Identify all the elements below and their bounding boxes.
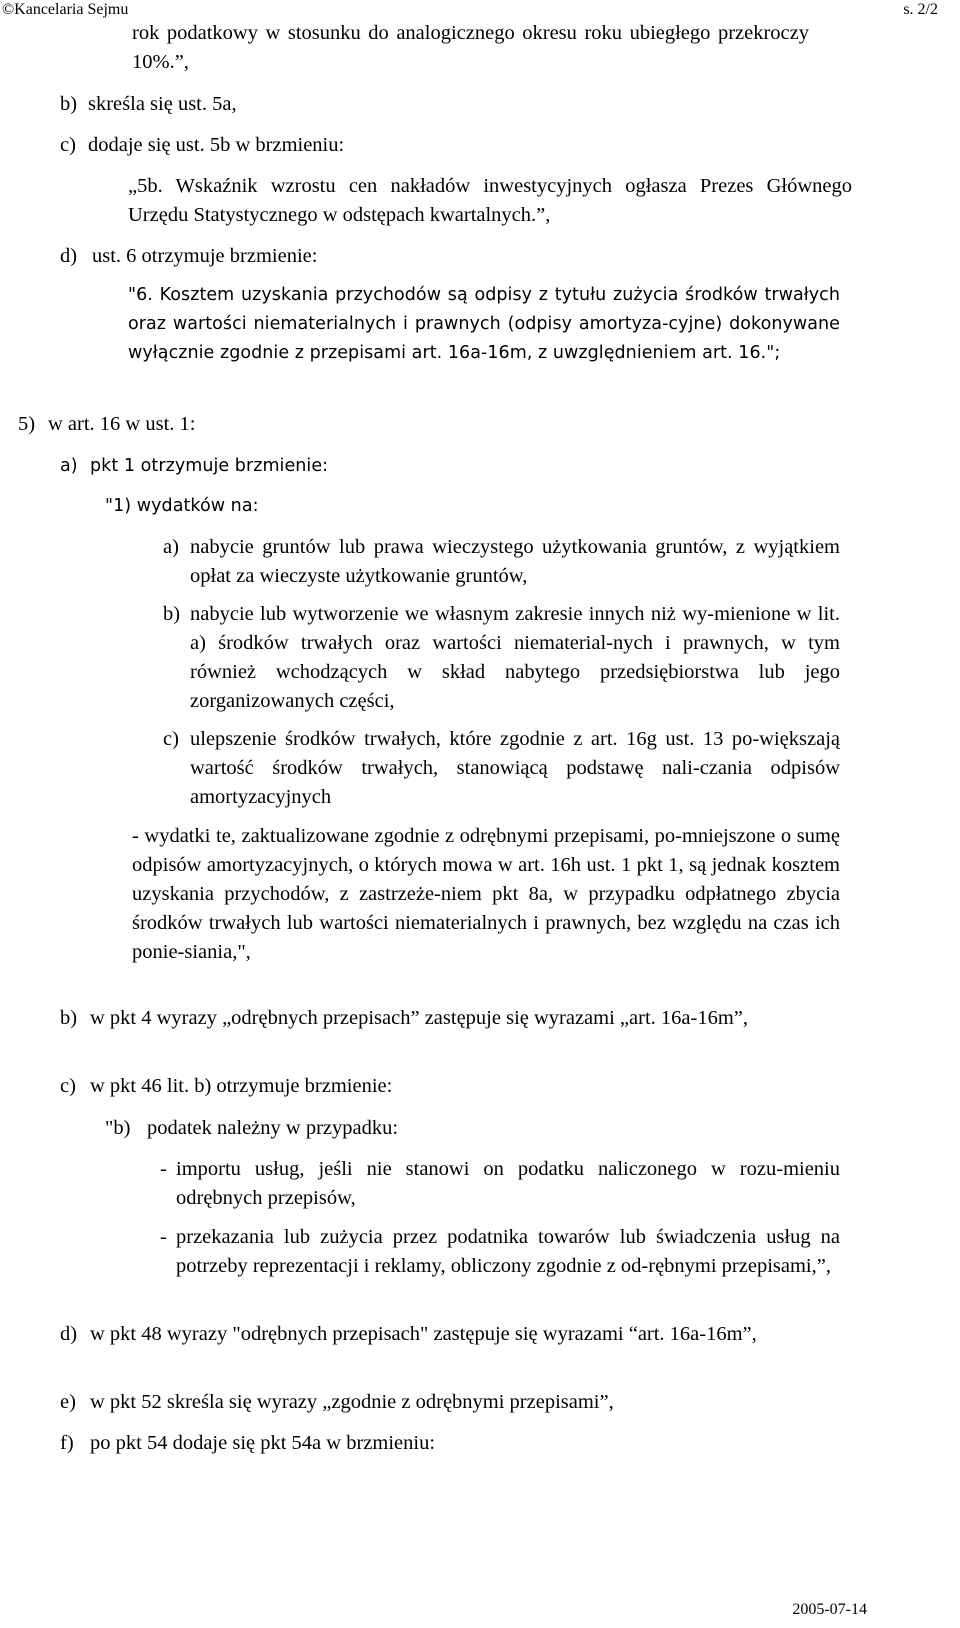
item-c2-text: w pkt 46 lit. b) otrzymuje brzmienie: xyxy=(90,1075,393,1097)
item-d-text: ust. 6 otrzymuje brzmienie: xyxy=(92,245,318,267)
point-5-text: w art. 16 w ust. 1: xyxy=(48,413,196,435)
item-e2-text: w pkt 52 skreśla się wyrazy „zgodnie z odrębnymi przepisami”, xyxy=(90,1391,614,1413)
item-b-text: skreśla się ust. 5a, xyxy=(88,93,237,115)
item-d2-text: w pkt 48 wyrazy "odrębnych przepisach" zastępuje się wyrazami “art. 16a-16m”, xyxy=(90,1323,757,1345)
lit-a-text: nabycie gruntów lub prawa wieczystego użytkowania gruntów, z wyjątkiem opłat za wieczyste użytkowanie gruntów, xyxy=(190,536,840,587)
lit-b-label: b) xyxy=(163,603,181,625)
dash-2-text: przekazania lub zużycia przez podatnika towarów lub świadczenia usług na potrzeby reprezentacji i reklamy, obliczony zgodnie z od-rębnymi przepisami,”, xyxy=(176,1226,840,1277)
dash-1-label: - xyxy=(160,1158,167,1180)
paragraph-continuation: rok podatkowy w stosunku do analogicznego okresu roku ubiegłego przekroczy 10%.”, xyxy=(132,22,809,73)
item-f2-label: f) xyxy=(60,1432,74,1454)
item-c-text: dodaje się ust. 5b w brzmieniu: xyxy=(88,134,345,156)
lit-c-label: c) xyxy=(163,728,179,750)
item-c-label: c) xyxy=(60,134,76,156)
item-f2-text: po pkt 54 dodaje się pkt 54a w brzmieniu: xyxy=(90,1432,436,1454)
item-a-label: a) xyxy=(60,456,78,476)
item-c2-label: c) xyxy=(60,1075,76,1097)
header-page-number: s. 2/2 xyxy=(903,1,938,18)
item-d-label: d) xyxy=(60,245,78,267)
item-d2-label: d) xyxy=(60,1323,78,1345)
item-b2-text xyxy=(90,1004,840,1033)
item-e2-label: e) xyxy=(60,1391,76,1413)
item-b2-label: b) xyxy=(60,1007,78,1029)
lit-b-text: nabycie lub wytworzenie we własnym zakresie innych niż wy-mienione w lit. a) środków trwałych oraz wartości niematerial-nych i prawnych, w tym również wchodzących w skład nabytego przedsiębiorstwa lub jego zorganizowanych części, xyxy=(190,603,840,712)
paragraph-1: "1) wydatków na: xyxy=(105,496,259,516)
lit-b-quote-text: podatek należny w przypadku: xyxy=(147,1117,399,1139)
footer-date: 2005-07-14 xyxy=(792,1601,867,1618)
dash-1-text: importu usług, jeśli nie stanowi on podatku naliczonego w rozu-mieniu odrębnych przepisów, xyxy=(176,1158,840,1209)
lit-b-quote-label: "b) xyxy=(105,1117,131,1139)
header-source: ©Kancelaria Sejmu xyxy=(2,1,129,18)
item-b-label: b) xyxy=(60,93,78,115)
paragraph-6: "6. Kosztem uzyskania przychodów są odpisy z tytułu zużycia środków trwałych oraz wartości niematerialnych i prawnych (odpisy amortyza-cyjne) dokonywane wyłącznie zgodnie z przepisami art. 16a-16m, z uwzględnieniem art. 16."; xyxy=(128,285,840,363)
item-a-text: pkt 1 otrzymuje brzmienie: xyxy=(90,456,329,476)
lit-a-label: a) xyxy=(163,536,179,558)
point-5-label: 5) xyxy=(18,413,36,435)
paragraph-dash-expenses: - wydatki te, zaktualizowane zgodnie z odrębnymi przepisami, po-mniejszone o sumę odpisów amortyzacyjnych, o których mowa w art. 16h ust. 1 pkt 1, są jednak kosztem uzyskania przychodów, z zastrzeże-niem pkt 8a, w przypadku odpłatnego zbycia środków trwałych lub wartości niematerialnych i prawnych, bez względu na czas ich ponie-siania,", xyxy=(132,825,840,963)
dash-2-label: - xyxy=(160,1226,167,1248)
item-b2-content: w pkt 4 wyrazy „odrębnych przepisach” zastępuje się wyrazami „art. 16a-16m”, xyxy=(90,1007,748,1029)
paragraph-5b: „5b. Wskaźnik wzrostu cen nakładów inwestycyjnych ogłasza Prezes Głównego Urzędu Statystycznego w odstępach kwartalnych.”, xyxy=(128,175,852,226)
lit-c-text: ulepszenie środków trwałych, które zgodnie z art. 16g ust. 13 po-większają wartość środków trwałych, stanowiącą podstawę nali-czania odpisów amortyzacyjnych xyxy=(190,728,840,808)
